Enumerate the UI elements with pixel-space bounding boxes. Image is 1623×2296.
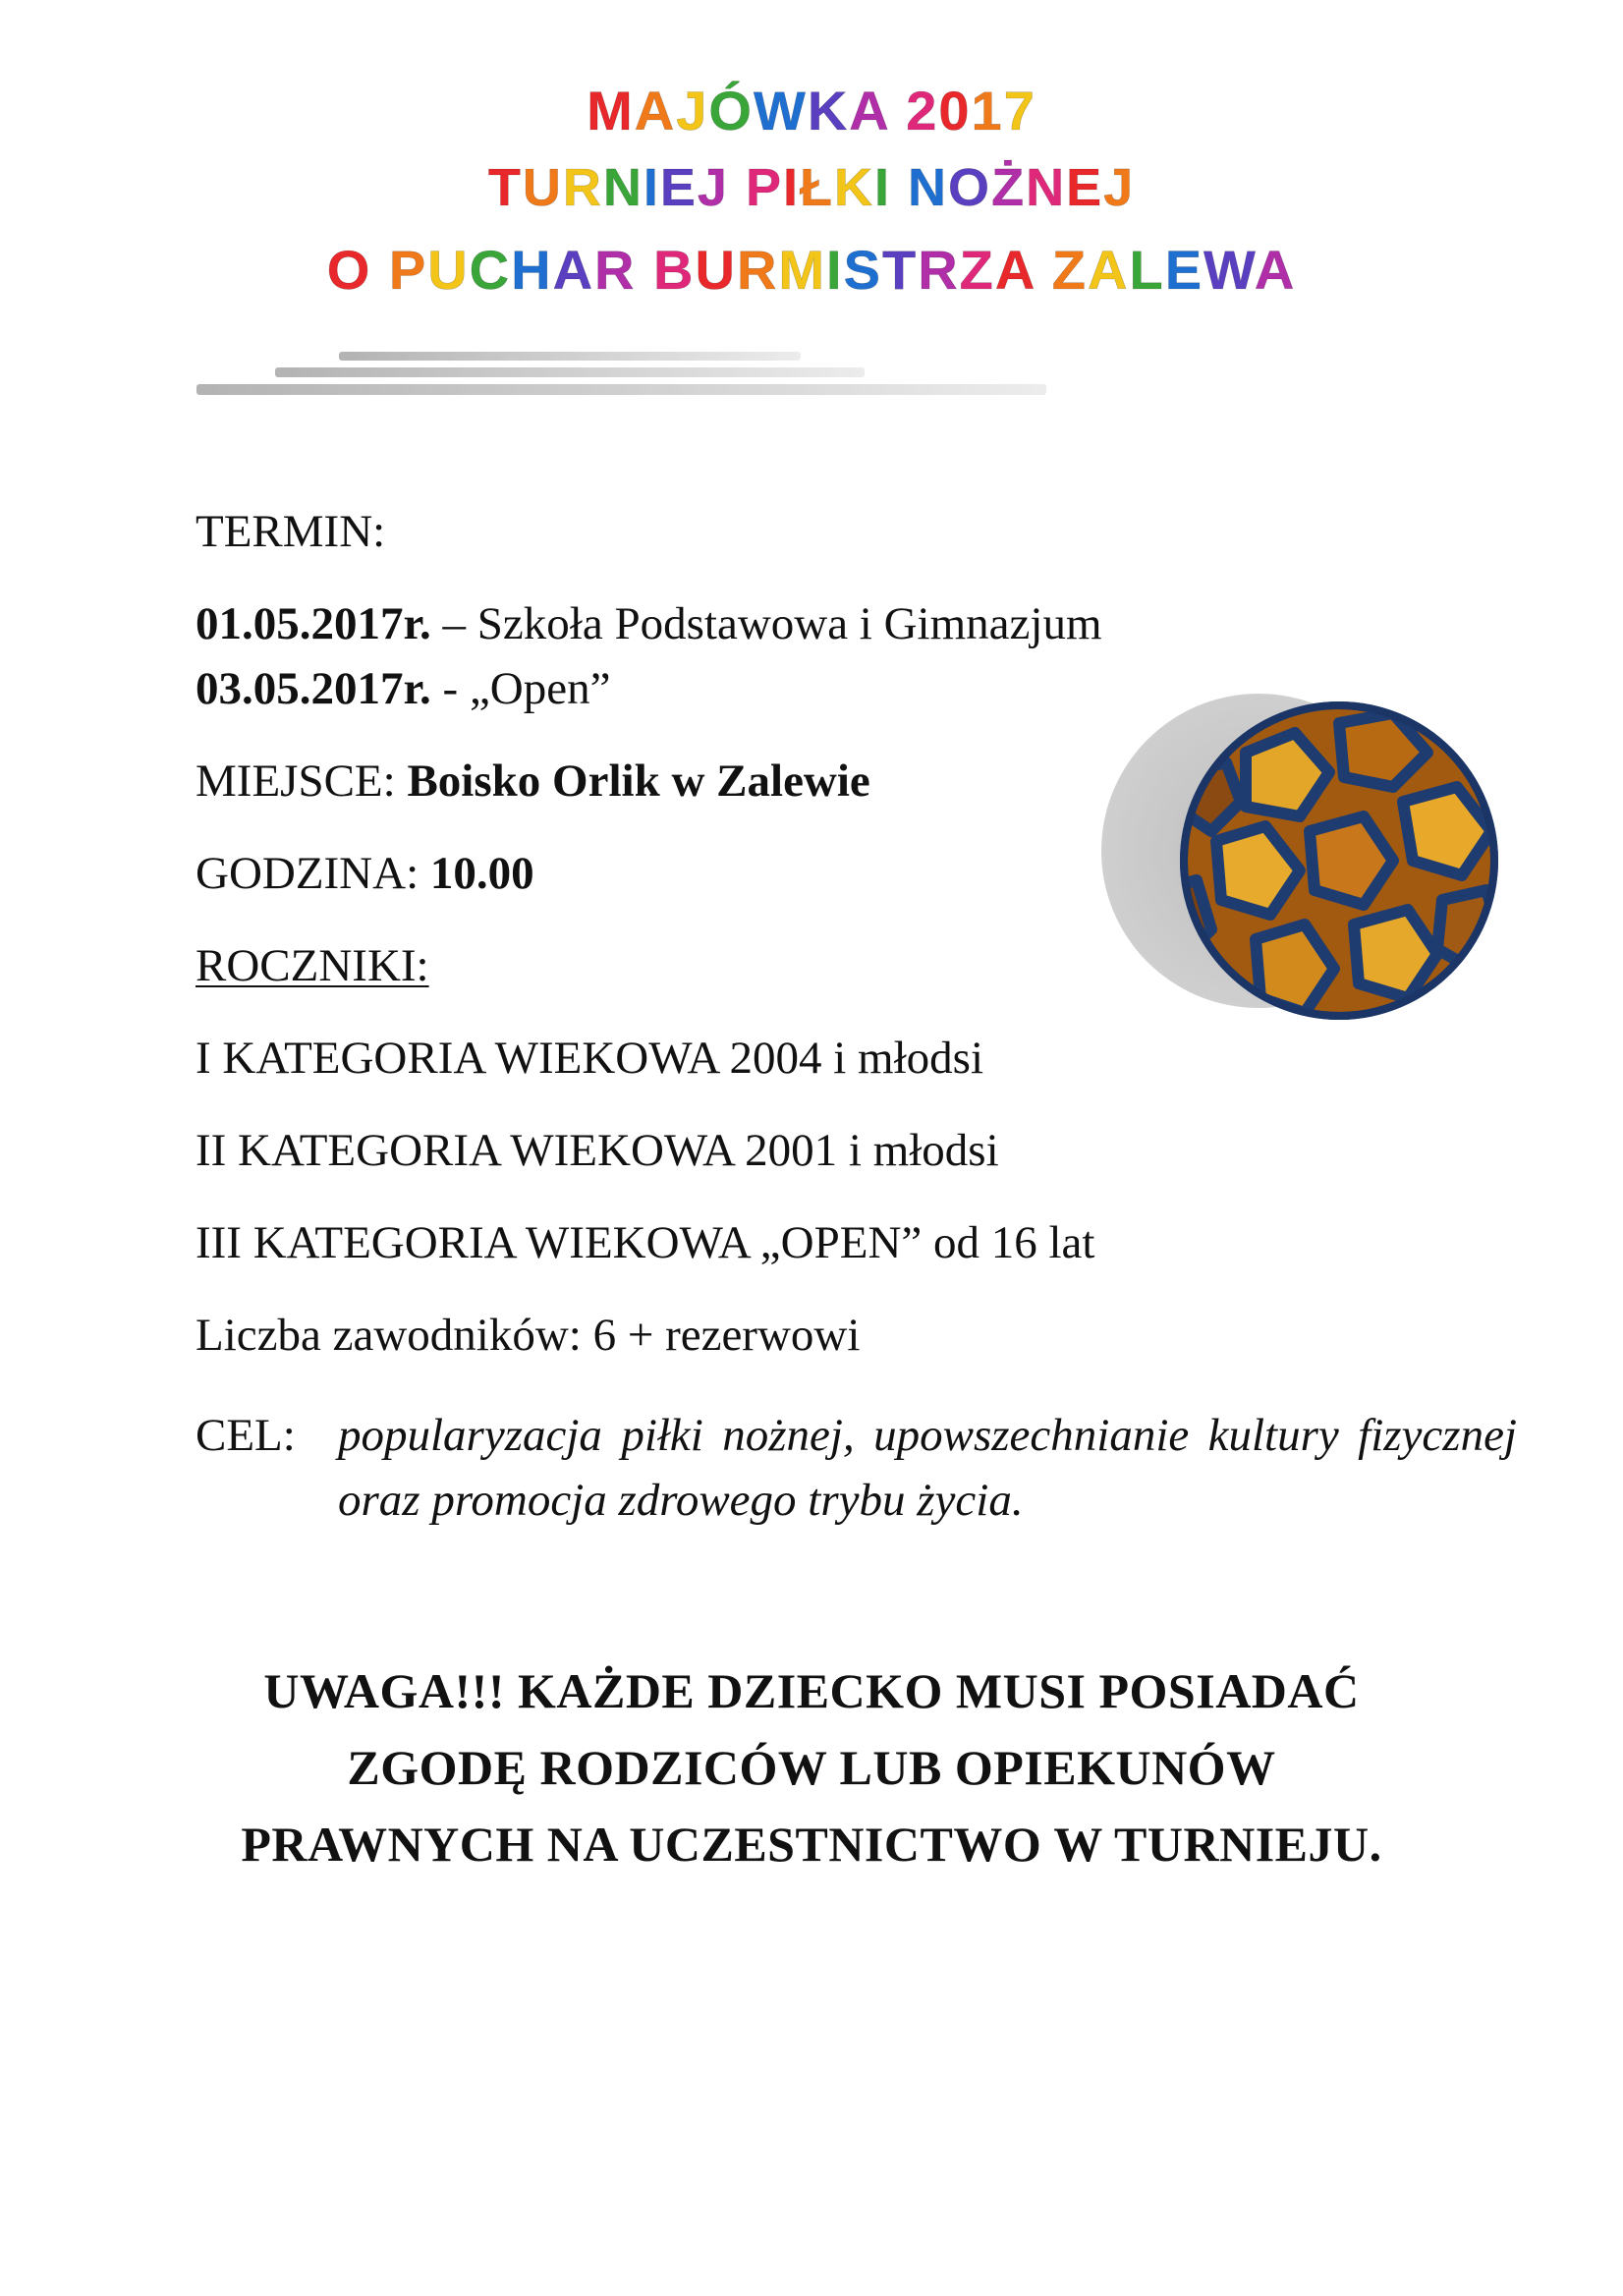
termin-row-1 <box>196 598 1102 649</box>
warning-line-1: UWAGA!!! KAŻDE DZIECKO MUSI POSIADAĆ <box>263 1663 1360 1718</box>
title-line-3: O PUCHAR BURMISTRZA ZALEWA <box>326 239 1297 301</box>
warning-line-3: PRAWNYCH NA UCZESTNICTWO W TURNIEJU. <box>241 1817 1382 1872</box>
title-reflection <box>192 344 1056 401</box>
title-line-1: MAJÓWKA 2017 <box>587 80 1036 141</box>
players-count: Liczba zawodników: 6 + rezerwowi <box>196 1310 861 1361</box>
miejsce-row <box>196 758 870 805</box>
cel-label: CEL: <box>196 1410 296 1461</box>
termin-label: TERMIN: <box>196 506 386 557</box>
termin-date-1-desc: – Szkoła Podstawowa i Gimnazjum <box>430 598 1102 649</box>
warning-line-2: ZGODĘ RODZICÓW LUB OPIEKUNÓW <box>347 1740 1276 1795</box>
termin-date-2: 03.05.2017r. <box>196 663 431 714</box>
category-2: II KATEGORIA WIEKOWA 2001 i młodsi <box>196 1125 999 1176</box>
cel-text: popularyzacja piłki nożnej, upowszechnianie kultury fizycznej oraz promocja zdrowego trybu życia. <box>338 1410 1517 1526</box>
soccer-ball-icon <box>1098 694 1511 1028</box>
roczniki-label: ROCZNIKI: <box>196 940 429 991</box>
godzina-row <box>196 848 534 899</box>
title-line-2: TURNIEJ PIŁKI NOŻNEJ <box>487 158 1136 217</box>
godzina-value: 10.00 <box>429 848 534 899</box>
category-3: III KATEGORIA WIEKOWA „OPEN” od 16 lat <box>196 1217 1095 1268</box>
miejsce-value: Boisko Orlik w Zalewie <box>407 756 870 807</box>
miejsce-label: MIEJSCE: <box>196 756 408 807</box>
category-1: I KATEGORIA WIEKOWA 2004 i młodsi <box>196 1033 984 1084</box>
godzina-label: GODZINA: <box>196 848 430 899</box>
termin-date-2-desc: - „Open” <box>430 663 611 714</box>
parental-consent-warning <box>0 1652 1623 1882</box>
termin-date-1: 01.05.2017r. <box>196 598 431 649</box>
termin-row-2 <box>196 663 611 714</box>
